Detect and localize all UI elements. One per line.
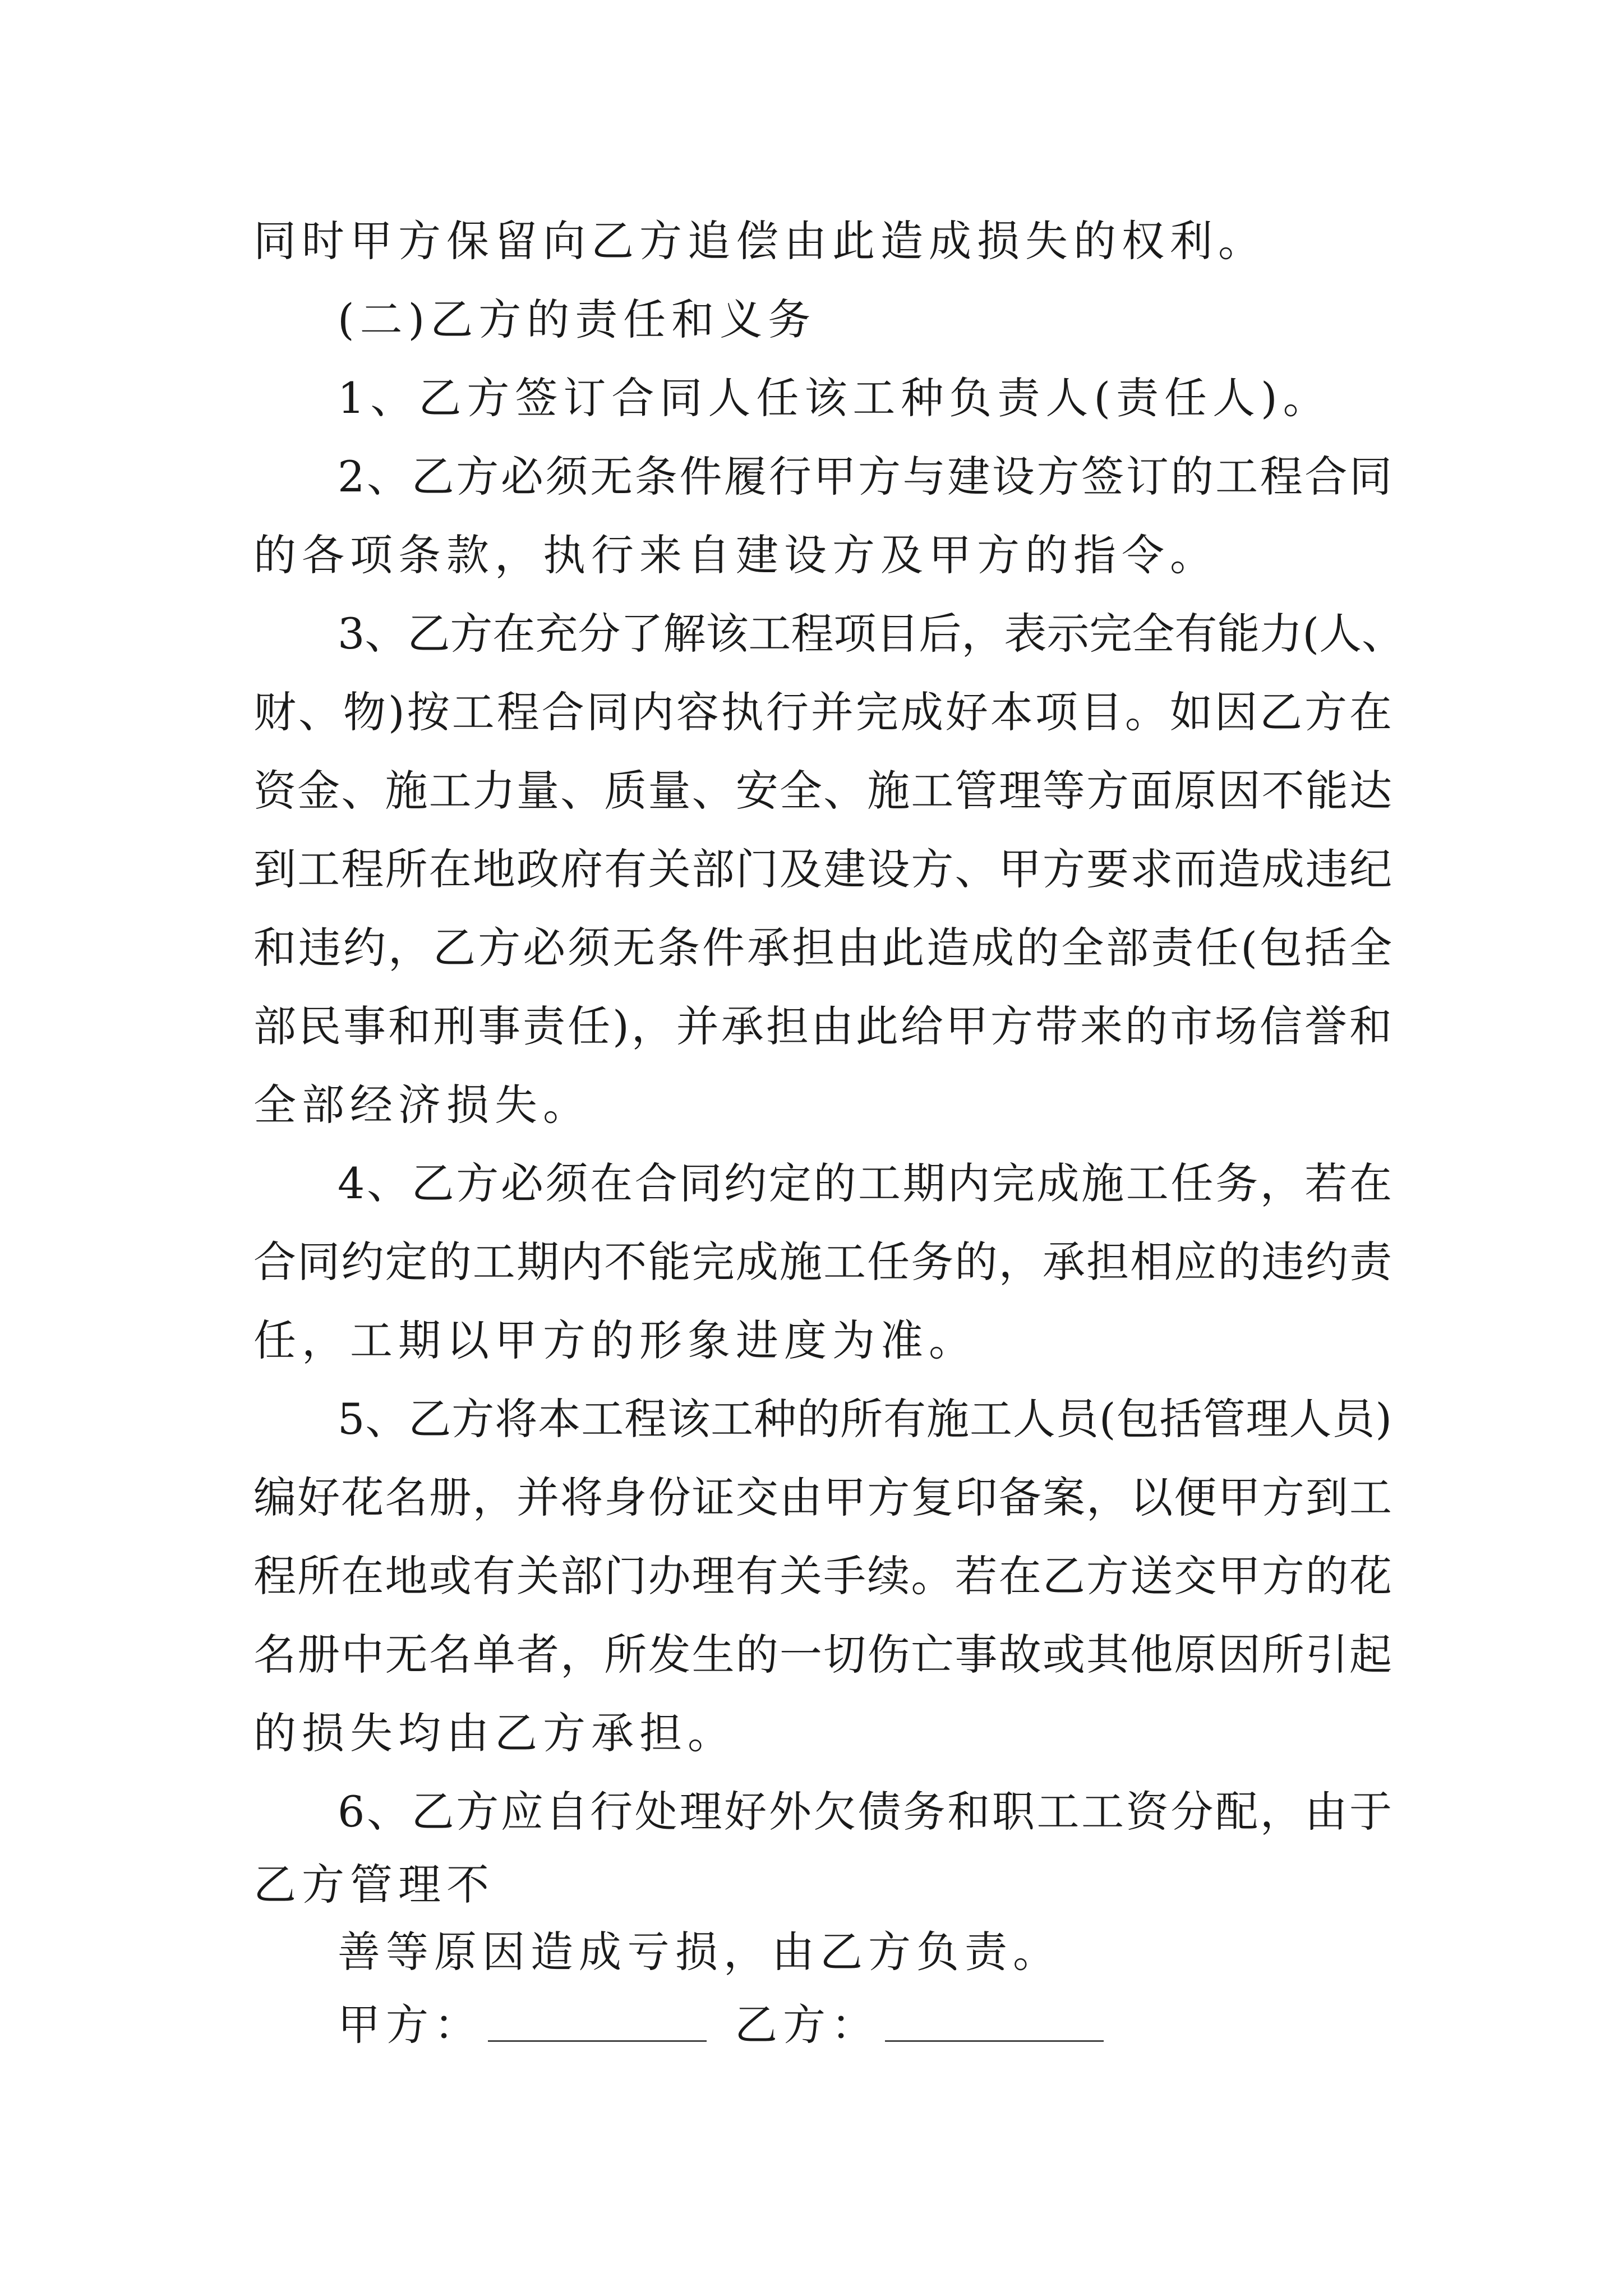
- text-line: 的各项条款，执行来自建设方及甲方的指令。: [253, 530, 1218, 580]
- text-line: 合同约定的工期内不能完成施工任务的，承担相应的违约责: [253, 1237, 1392, 1287]
- clause-6: 6、乙方应自行处理好外欠债务和职工工资分配，由于: [338, 1787, 1392, 1837]
- party-b-label: 乙方：: [735, 2000, 879, 2050]
- text-line: 和违约，乙方必须无条件承担由此造成的全部责任(包括全: [253, 923, 1392, 973]
- clause-5: 5、乙方将本工程该工种的所有施工人员(包括管理人员): [338, 1394, 1392, 1444]
- text-line: 善等原因造成亏损，由乙方负责。: [338, 1927, 1061, 1977]
- text-line: 乙方管理不: [253, 1860, 495, 1910]
- party-b-signature-blank: [885, 1995, 1104, 2042]
- text-line: 同时甲方保留向乙方追偿由此造成损失的权利。: [253, 216, 1266, 266]
- party-a-label: 甲方：: [338, 2000, 482, 2050]
- text-line: 名册中无名单者，所发生的一切伤亡事故或其他原因所引起: [253, 1630, 1392, 1680]
- party-a-signature-blank: [488, 1995, 707, 2042]
- text-line: 财、物)按工程合同内容执行并完成好本项目。如因乙方在: [253, 687, 1392, 737]
- text-line: 全部经济损失。: [253, 1080, 591, 1130]
- clause-4: 4、乙方必须在合同约定的工期内完成施工任务，若在: [338, 1158, 1392, 1208]
- section-heading: (二)乙方的责任和义务: [338, 295, 817, 344]
- text-line: 任，工期以甲方的形象进度为准。: [253, 1315, 977, 1365]
- clause-1: 1、乙方签订合同人任该工种负责人(责任人)。: [338, 373, 1331, 423]
- signature-row: [338, 1986, 1132, 2064]
- text-line: 的损失均由乙方承担。: [253, 1708, 736, 1758]
- text-line: 资金、施工力量、质量、安全、施工管理等方面原因不能达: [253, 766, 1392, 816]
- text-line: 部民事和刑事责任)，并承担由此给甲方带来的市场信誉和: [253, 1001, 1392, 1051]
- text-line: 程所在地或有关部门办理有关手续。若在乙方送交甲方的花: [253, 1551, 1392, 1601]
- clause-3: 3、乙方在充分了解该工程项目后，表示完全有能力(人、: [338, 609, 1405, 659]
- text-line: 编好花名册，并将身份证交由甲方复印备案，以便甲方到工: [253, 1473, 1392, 1522]
- text-line: 到工程所在地政府有关部门及建设方、甲方要求而造成违纪: [253, 844, 1392, 894]
- clause-2: 2、乙方必须无条件履行甲方与建设方签订的工程合同: [338, 452, 1392, 501]
